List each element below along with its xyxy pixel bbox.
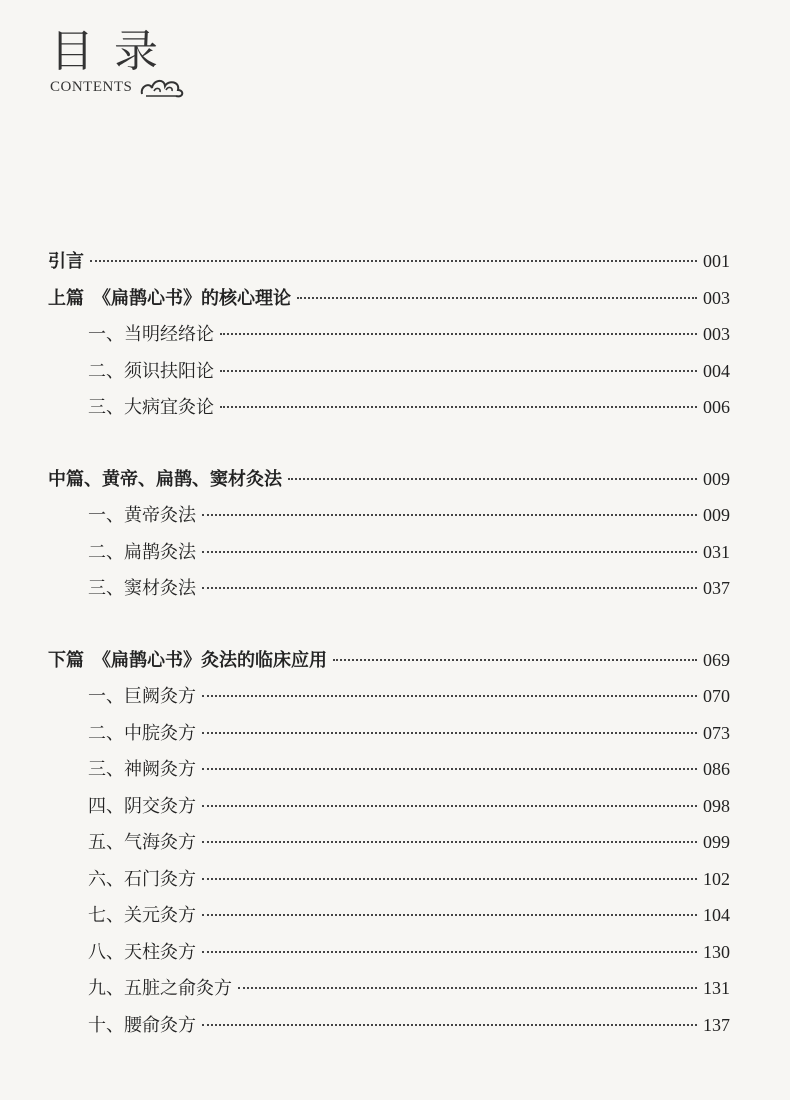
toc-entry[interactable]	[48, 755, 730, 792]
toc-entry-label: 二、中脘灸方	[88, 722, 196, 744]
toc-entry-page-number: 130	[703, 941, 730, 962]
dot-leader	[202, 951, 697, 953]
page-subtitle: CONTENTS	[50, 78, 133, 95]
page-header	[50, 26, 186, 100]
dot-leader	[288, 478, 697, 480]
dot-leader	[238, 987, 697, 989]
toc-entry-page-number: 037	[703, 578, 730, 598]
dot-leader	[202, 514, 697, 516]
toc-entry-label: 一、当明经络论	[88, 324, 214, 345]
toc-entry-label: 十、腰俞灸方	[88, 1014, 196, 1036]
toc-part-entry[interactable]	[48, 465, 730, 502]
toc-entry-page-number: 102	[703, 868, 730, 889]
toc-part-entry[interactable]	[48, 284, 730, 321]
toc-entry[interactable]	[48, 719, 730, 756]
toc-entry-page-number: 006	[703, 397, 730, 417]
toc-entry-page-number: 009	[703, 468, 730, 489]
dot-leader	[202, 587, 697, 589]
dot-leader	[202, 878, 697, 880]
toc-entry-page-number: 031	[703, 541, 730, 562]
toc-entry-page-number: 104	[703, 905, 730, 925]
toc-entry[interactable]	[48, 538, 730, 575]
toc-entry-label: 九、五脏之俞灸方	[88, 978, 232, 999]
dot-leader	[202, 1024, 697, 1026]
dot-leader	[202, 805, 697, 807]
toc-entry-label: 七、关元灸方	[88, 905, 196, 926]
toc-entry[interactable]	[48, 320, 730, 357]
toc-entry-page-number: 004	[703, 360, 730, 381]
dot-leader	[202, 695, 697, 697]
toc-entry-label: 五、气海灸方	[88, 832, 196, 853]
dot-leader	[90, 260, 697, 262]
cloud-ornament-icon	[138, 74, 186, 100]
toc-entry-page-number: 086	[703, 759, 730, 779]
toc-entry-page-number: 098	[703, 795, 730, 816]
toc-entry-label: 下篇 《扁鹊心书》灸法的临床应用	[48, 649, 327, 671]
toc-entry[interactable]	[48, 682, 730, 719]
toc-entry[interactable]	[48, 792, 730, 829]
dot-leader	[202, 732, 697, 734]
toc-entry[interactable]	[48, 574, 730, 611]
toc-entry-label: 八、天柱灸方	[88, 941, 196, 963]
dot-leader	[333, 659, 697, 661]
toc-entry-label: 中篇、黄帝、扁鹊、窦材灸法	[48, 468, 282, 490]
dot-leader	[220, 406, 697, 408]
toc-entry-label: 二、须识扶阳论	[88, 360, 214, 382]
toc-entry-page-number: 099	[703, 832, 730, 852]
toc-entry[interactable]	[48, 865, 730, 902]
toc-entry-page-number: 003	[703, 287, 730, 308]
toc-entry-label: 三、神阙灸方	[88, 759, 196, 780]
toc-entry-page-number: 131	[703, 978, 730, 998]
toc-part-entry[interactable]	[48, 646, 730, 683]
toc-entry[interactable]	[48, 501, 730, 538]
toc-entry-label: 六、石门灸方	[88, 868, 196, 890]
dot-leader	[202, 841, 697, 843]
toc-entry-label: 引言	[48, 251, 84, 272]
toc-entry-page-number: 009	[703, 505, 730, 525]
toc-entry-label: 三、窦材灸法	[88, 578, 196, 599]
dot-leader	[220, 370, 697, 372]
toc-entry-page-number: 070	[703, 686, 730, 706]
toc-entry[interactable]	[48, 938, 730, 975]
toc-entry-label: 上篇 《扁鹊心书》的核心理论	[48, 287, 291, 309]
page-title: 目录	[50, 26, 178, 77]
toc-entry-label: 一、黄帝灸法	[88, 505, 196, 526]
toc-entry-page-number: 137	[703, 1014, 730, 1035]
toc-entry[interactable]	[48, 974, 730, 1011]
toc-entry-label: 一、巨阙灸方	[88, 686, 196, 707]
dot-leader	[220, 333, 697, 335]
table-of-contents	[48, 247, 730, 1047]
toc-entry-page-number: 003	[703, 324, 730, 344]
toc-entry[interactable]	[48, 901, 730, 938]
dot-leader	[202, 768, 697, 770]
dot-leader	[202, 551, 697, 553]
toc-entry[interactable]	[48, 357, 730, 394]
toc-entry[interactable]	[48, 1011, 730, 1048]
toc-entry[interactable]	[48, 393, 730, 430]
toc-entry-label: 二、扁鹊灸法	[88, 541, 196, 563]
toc-entry-label: 四、阴交灸方	[88, 795, 196, 817]
toc-entry[interactable]	[48, 828, 730, 865]
toc-entry-page-number: 073	[703, 722, 730, 743]
toc-part-entry[interactable]	[48, 247, 730, 284]
toc-entry-page-number: 001	[703, 251, 730, 271]
dot-leader	[297, 297, 697, 299]
dot-leader	[202, 914, 697, 916]
toc-entry-label: 三、大病宜灸论	[88, 397, 214, 418]
toc-entry-page-number: 069	[703, 649, 730, 670]
